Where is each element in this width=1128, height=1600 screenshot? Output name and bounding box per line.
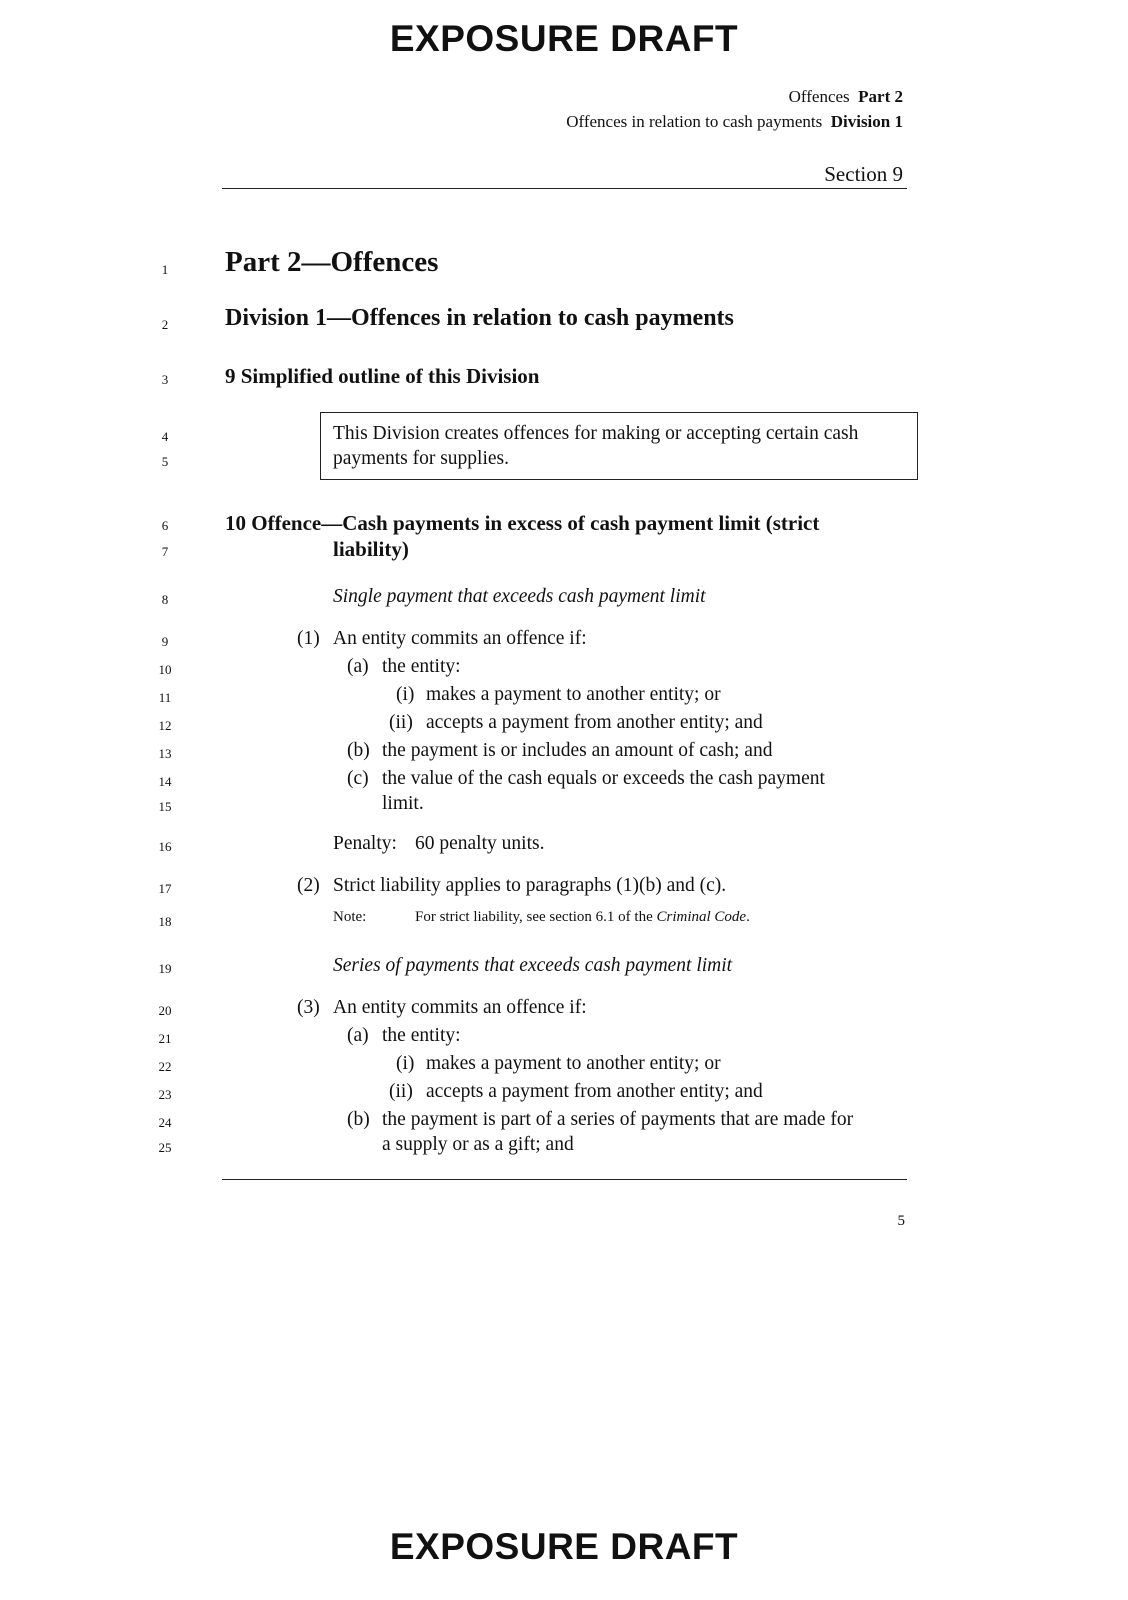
footer-rule — [222, 1179, 907, 1180]
running-header-part — [789, 87, 903, 107]
subparagraph-1a-ii-number: (ii) — [389, 712, 413, 733]
line-number: 12 — [158, 718, 172, 733]
paragraph-1c-text: the value of the cash equals or exceeds the cash payment — [382, 768, 825, 789]
line-number: 19 — [158, 961, 172, 976]
subparagraph-3a-i-text: makes a payment to another entity; or — [426, 1053, 721, 1074]
note-text-criminal-code: Criminal Code — [656, 909, 747, 925]
line-number: 22 — [158, 1059, 172, 1074]
section-9-heading: 9 Simplified outline of this Division — [225, 364, 540, 388]
line-number: 21 — [158, 1031, 172, 1046]
paragraph-3b-text: the payment is part of a series of payments that are made for — [382, 1109, 854, 1130]
line-number: 4 — [161, 429, 169, 444]
page-number: 5 — [897, 1213, 905, 1229]
subparagraph-3a-ii-text: accepts a payment from another entity; and — [426, 1081, 763, 1102]
note-text-main: For strict liability, see section 6.1 of the — [415, 909, 657, 925]
line-number: 5 — [161, 454, 169, 469]
running-header-division-text: Offences in relation to cash payments — [566, 112, 823, 131]
line-number: 23 — [158, 1087, 172, 1102]
header-rule — [222, 188, 907, 189]
subsection-2-text: Strict liability applies to paragraphs (1)(b) and (c). — [333, 875, 727, 896]
line-number: 25 — [158, 1140, 172, 1155]
line-number: 6 — [161, 518, 169, 533]
line-number: 2 — [161, 317, 169, 332]
outline-box-line-1: This Division creates offences for making or accepting certain cash — [333, 423, 859, 444]
line-number: 3 — [161, 372, 169, 387]
line-number: 11 — [158, 690, 172, 705]
subheading-single-payment: Single payment that exceeds cash payment limit — [333, 586, 706, 607]
running-header-division — [566, 112, 903, 132]
subsection-3-text: An entity commits an offence if: — [333, 997, 587, 1018]
line-number: 14 — [158, 774, 172, 789]
outline-box-line-2: payments for supplies. — [333, 448, 510, 469]
subparagraph-1a-i-text: makes a payment to another entity; or — [426, 684, 721, 705]
penalty-text: 60 penalty units. — [415, 833, 545, 854]
line-number: 18 — [158, 914, 172, 929]
line-number: 8 — [161, 592, 169, 607]
paragraph-1a-number: (a) — [347, 656, 369, 677]
note-text-end: . — [746, 909, 750, 925]
paragraph-1b-number: (b) — [347, 740, 370, 761]
line-number: 17 — [158, 881, 172, 896]
note-label: Note: — [333, 909, 367, 925]
note-text — [415, 909, 750, 926]
section-10-heading-continued: liability) — [333, 537, 409, 561]
part-heading: Part 2—Offences — [225, 246, 439, 278]
line-number: 1 — [161, 262, 169, 277]
subparagraph-3a-ii-number: (ii) — [389, 1081, 413, 1102]
subsection-1-text: An entity commits an offence if: — [333, 628, 587, 649]
line-number: 20 — [158, 1003, 172, 1018]
exposure-draft-watermark-top: EXPOSURE DRAFT — [389, 18, 739, 59]
line-number: 15 — [158, 799, 172, 814]
line-number: 16 — [158, 839, 172, 854]
division-heading: Division 1—Offences in relation to cash payments — [225, 305, 734, 331]
paragraph-1a-text: the entity: — [382, 656, 461, 677]
line-number: 7 — [161, 544, 169, 559]
paragraph-3a-number: (a) — [347, 1025, 369, 1046]
line-number: 9 — [161, 634, 169, 649]
subparagraph-3a-i-number: (i) — [396, 1053, 415, 1074]
exposure-draft-watermark-bottom: EXPOSURE DRAFT — [389, 1526, 739, 1567]
running-header-division-label: Division 1 — [830, 112, 903, 131]
penalty-label: Penalty: — [333, 833, 397, 854]
line-number: 13 — [158, 746, 172, 761]
paragraph-3a-text: the entity: — [382, 1025, 461, 1046]
running-header-section: Section 9 — [824, 162, 903, 186]
subsection-1-number: (1) — [297, 628, 320, 649]
subsection-2-number: (2) — [297, 875, 320, 896]
paragraph-3b-number: (b) — [347, 1109, 370, 1130]
line-number: 10 — [158, 662, 172, 677]
subparagraph-1a-ii-text: accepts a payment from another entity; and — [426, 712, 763, 733]
subheading-series-payments: Series of payments that exceeds cash payment limit — [333, 955, 733, 976]
paragraph-1c-number: (c) — [347, 768, 369, 789]
paragraph-1b-text: the payment is or includes an amount of cash; and — [382, 740, 773, 761]
section-10-heading: 10 Offence—Cash payments in excess of cash payment limit (strict — [225, 511, 820, 535]
running-header-part-label: Part 2 — [858, 87, 903, 106]
subparagraph-1a-i-number: (i) — [396, 684, 415, 705]
paragraph-3b-continued: a supply or as a gift; and — [382, 1134, 574, 1155]
line-number: 24 — [158, 1115, 172, 1130]
paragraph-1c-continued: limit. — [382, 793, 424, 814]
running-header-part-text: Offences — [788, 87, 850, 106]
subsection-3-number: (3) — [297, 997, 320, 1018]
